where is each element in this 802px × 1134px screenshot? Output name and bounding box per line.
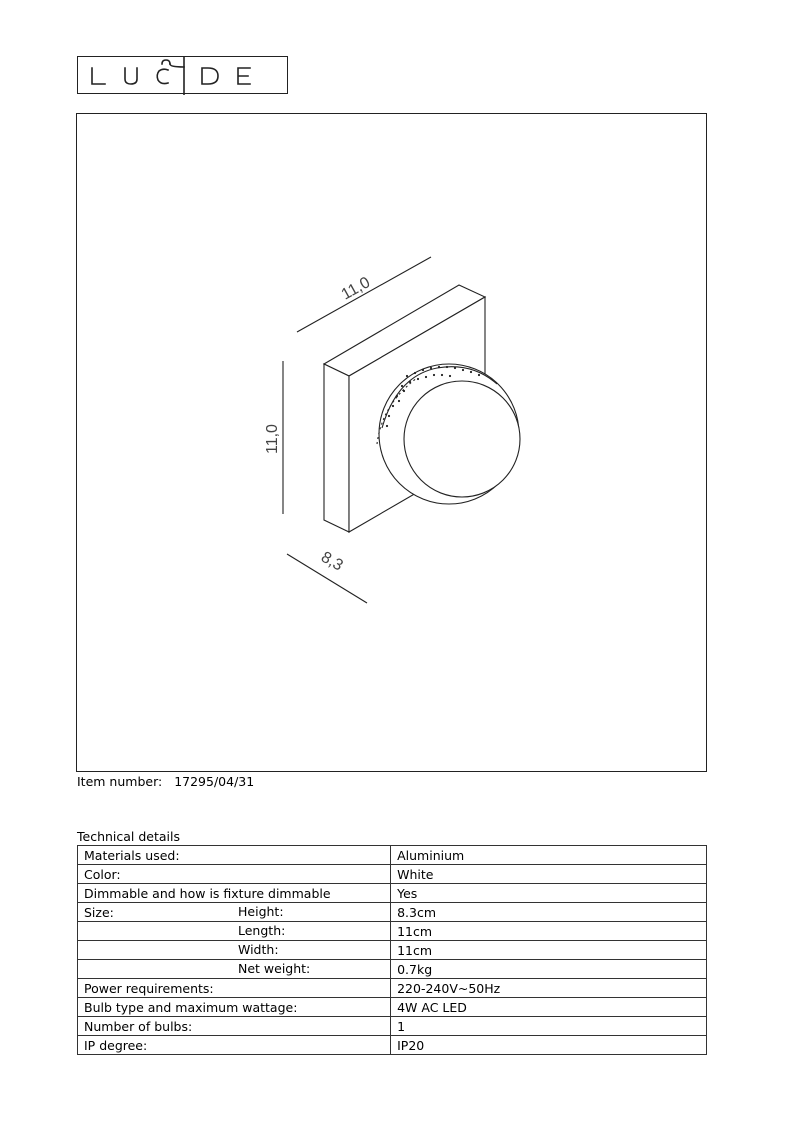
spec-label: Number of bulbs:: [84, 1018, 193, 1034]
spec-value: IP20: [391, 1036, 707, 1055]
technical-details-title: Technical details: [77, 829, 181, 844]
spec-label-cell: [78, 960, 391, 979]
spec-row: [78, 979, 707, 998]
spec-label-cell: [78, 865, 391, 884]
drawing-frame: [76, 113, 707, 772]
item-number-line: [77, 774, 254, 789]
spec-row: [78, 941, 707, 960]
spec-value: 4W AC LED: [391, 998, 707, 1017]
spec-label: IP degree:: [84, 1037, 148, 1053]
spec-row: [78, 960, 707, 979]
spec-label-cell: [78, 903, 391, 922]
spec-row: [78, 903, 707, 922]
spec-sublabel: Length:: [238, 923, 286, 938]
spec-value: 11cm: [391, 941, 707, 960]
spec-label-cell: [78, 998, 391, 1017]
spec-label: Dimmable and how is fixture dimmable: [84, 885, 331, 901]
dimension-label-height: 11,0: [264, 424, 281, 454]
spec-value: 11cm: [391, 922, 707, 941]
spec-label: Color:: [84, 866, 121, 882]
spec-value: Yes: [391, 884, 707, 903]
technical-details-table: [77, 845, 707, 1055]
spec-label: Size:: [84, 904, 114, 920]
spec-label-cell: [78, 979, 391, 998]
spec-row: [78, 846, 707, 865]
brand-logo-mark: [78, 57, 289, 95]
spec-label-cell: [78, 1017, 391, 1036]
spec-value: Aluminium: [391, 846, 707, 865]
spec-value: 220-240V~50Hz: [391, 979, 707, 998]
spec-row: [78, 1036, 707, 1055]
spec-row: [78, 998, 707, 1017]
spec-value: 0.7kg: [391, 960, 707, 979]
spec-label: Power requirements:: [84, 980, 214, 996]
spec-row: [78, 865, 707, 884]
spec-value: 1: [391, 1017, 707, 1036]
spec-row: [78, 922, 707, 941]
dimension-label-length: 11,0: [338, 274, 374, 304]
item-number-label: Item number:: [77, 774, 163, 789]
spec-row: [78, 884, 707, 903]
dimension-label-depth: 8,3: [318, 548, 346, 575]
product-drawing: [77, 114, 708, 773]
spec-sublabel: Height:: [238, 904, 284, 919]
spec-sublabel: Net weight:: [238, 961, 311, 976]
spec-label-cell: [78, 1036, 391, 1055]
spec-label-cell: [78, 922, 391, 941]
spec-label-cell: [78, 941, 391, 960]
spec-value: 8.3cm: [391, 903, 707, 922]
spec-value: White: [391, 865, 707, 884]
spec-row: [78, 1017, 707, 1036]
spec-label-cell: [78, 846, 391, 865]
spec-label: Bulb type and maximum wattage:: [84, 999, 298, 1015]
spec-label-cell: [78, 884, 391, 903]
spec-sublabel: Width:: [238, 942, 279, 957]
spec-label: Materials used:: [84, 847, 180, 863]
item-number-value: 17295/04/31: [174, 774, 255, 789]
brand-logo: [77, 56, 288, 94]
